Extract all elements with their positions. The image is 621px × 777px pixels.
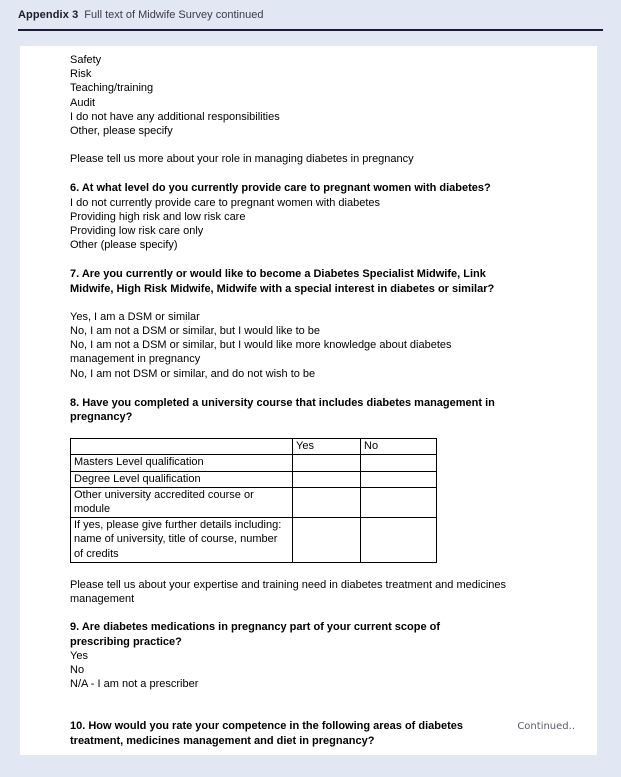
list-item: Risk bbox=[70, 68, 92, 81]
question-8 bbox=[70, 396, 580, 563]
table-header-row bbox=[71, 439, 437, 455]
table-cell-no-checkbox[interactable] bbox=[361, 487, 437, 517]
survey-body bbox=[70, 53, 580, 748]
list-item: No, I am not a DSM or similar, but I would like more knowledge about diabetes management in pregnancy bbox=[70, 339, 455, 366]
table-cell-yes-checkbox[interactable] bbox=[293, 471, 361, 487]
spacer bbox=[70, 381, 580, 396]
table-cell-label: Masters Level qualification bbox=[71, 455, 293, 471]
spacer bbox=[70, 691, 580, 719]
spacer bbox=[70, 252, 580, 267]
list-item: Teaching/training bbox=[70, 82, 154, 95]
table-row bbox=[71, 455, 437, 471]
survey-page-panel bbox=[20, 46, 597, 755]
spacer bbox=[70, 296, 580, 310]
table-cell-yes-checkbox[interactable] bbox=[293, 487, 361, 517]
qualification-table bbox=[70, 438, 437, 563]
table-cell-label: If yes, please give further details including: name of university, title of course, number of credits bbox=[71, 518, 293, 563]
list-item: Yes bbox=[70, 649, 88, 662]
list-item: Providing low risk care only bbox=[70, 225, 204, 238]
responsibility-options-list bbox=[70, 53, 580, 138]
table-cell-label: Other university accredited course or module bbox=[71, 487, 293, 517]
spacer bbox=[70, 606, 580, 620]
table-cell-yes-checkbox[interactable] bbox=[293, 455, 361, 471]
spacer bbox=[70, 424, 580, 438]
list-item: Other, please specify bbox=[70, 125, 173, 138]
spacer bbox=[70, 563, 580, 578]
table-row bbox=[71, 518, 437, 563]
spacer bbox=[70, 138, 580, 152]
list-item: Audit bbox=[70, 96, 96, 109]
free-text-prompt-1: Please tell us more about your role in managing diabetes in pregnancy bbox=[70, 153, 414, 166]
table-cell-yes-checkbox[interactable] bbox=[293, 518, 361, 563]
question-7-text: 7. Are you currently or would like to become a Diabetes Specialist Midwife, Link Midwife, High Risk Midwife, Midwife with a special interest in diabetes or similar? bbox=[70, 268, 495, 295]
table-cell-label: Degree Level qualification bbox=[71, 471, 293, 487]
table-row bbox=[71, 487, 437, 517]
table-cell-no-checkbox[interactable] bbox=[361, 471, 437, 487]
question-8-text: 8. Have you completed a university course that includes diabetes management in pregnancy? bbox=[70, 396, 498, 424]
table-header-cell-yes: Yes bbox=[293, 439, 361, 455]
table-row bbox=[71, 471, 437, 487]
table-header-cell-item bbox=[71, 439, 293, 455]
free-text-prompt-2: Please tell us about your expertise and training need in diabetes treatment and medicines management bbox=[70, 578, 510, 606]
list-item: I do not currently provide care to pregnant women with diabetes bbox=[70, 196, 381, 209]
appendix-title: Full text of Midwife Survey continued bbox=[84, 8, 264, 21]
list-item: No, I am not DSM or similar, and do not wish to be bbox=[70, 367, 316, 380]
list-item: Safety bbox=[70, 54, 102, 66]
table-cell-no-checkbox[interactable] bbox=[361, 518, 437, 563]
question-9 bbox=[70, 620, 580, 691]
question-10 bbox=[70, 719, 580, 747]
list-item: No, I am not a DSM or similar, but I would like to be bbox=[70, 325, 321, 338]
header-divider bbox=[18, 29, 603, 31]
table-cell-no-checkbox[interactable] bbox=[361, 455, 437, 471]
list-item: I do not have any additional responsibilities bbox=[70, 110, 280, 123]
list-item: Other (please specify) bbox=[70, 239, 178, 252]
appendix-label: Appendix 3 bbox=[18, 8, 79, 21]
list-item: No bbox=[70, 663, 85, 676]
continued-note: Continued.. bbox=[517, 721, 575, 732]
spacer bbox=[70, 166, 580, 181]
question-6 bbox=[70, 181, 580, 252]
appendix-header bbox=[0, 0, 621, 29]
list-item: N/A - I am not a prescriber bbox=[70, 678, 199, 691]
list-item: Providing high risk and low risk care bbox=[70, 210, 246, 223]
question-6-text: 6. At what level do you currently provide care to pregnant women with diabetes? bbox=[70, 182, 491, 195]
question-10-text: 10. How would you rate your competence in the following areas of diabetes treatment, medicines management and diet in pregnancy? bbox=[70, 720, 467, 747]
question-9-text: 9. Are diabetes medications in pregnancy part of your current scope of prescribing practice? bbox=[70, 621, 444, 648]
question-7 bbox=[70, 267, 580, 380]
table-header-cell-no: No bbox=[361, 439, 437, 455]
list-item: Yes, I am a DSM or similar bbox=[70, 310, 200, 323]
